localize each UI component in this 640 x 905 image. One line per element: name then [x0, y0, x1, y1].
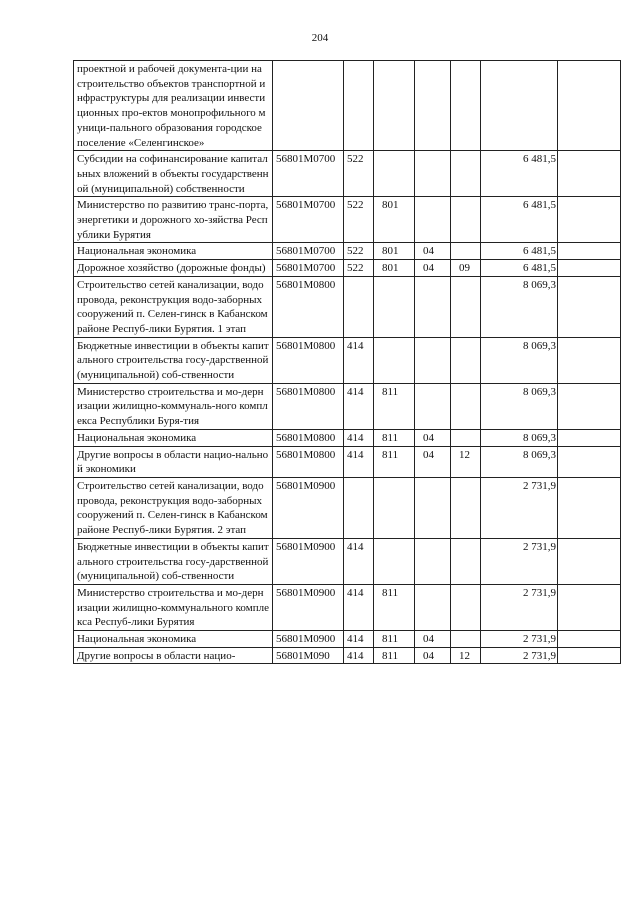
target-code-cell: 56801М0800: [273, 383, 344, 429]
item-name-cell: Другие вопросы в области нацио-нальной экономики: [74, 446, 273, 477]
empty-cell: [558, 383, 621, 429]
ministry-code-cell: [374, 151, 415, 197]
item-name-cell: Бюджетные инвестиции в объекты капитального строительства госу-дарственной (муниципальной) соб-ственности: [74, 538, 273, 584]
expense-type-code-cell: 414: [344, 631, 374, 648]
item-name-cell: проектной и рабочей документа-ции на строительство объектов транспортной инфраструктуры для реализации инвестиционных про-ектов монопрофильного муници-пального образования городское поселение «Селенгинское»: [74, 61, 273, 151]
expense-type-code-cell: 414: [344, 538, 374, 584]
expense-type-code-cell: [344, 61, 374, 151]
ministry-code-cell: [374, 276, 415, 337]
expense-type-code-cell: 414: [344, 429, 374, 446]
target-code-cell: 56801М0700: [273, 260, 344, 277]
item-name-cell: Строительство сетей канализации, водопровода, реконструкция водо-заборных сооружений п. Селен-гинск в Кабанском районе Респуб-лики Бурятия. 2 этап: [74, 477, 273, 538]
section-code-cell: [415, 151, 451, 197]
expense-type-code-cell: 522: [344, 151, 374, 197]
target-code-cell: 56801М0800: [273, 446, 344, 477]
section-code-cell: [415, 197, 451, 243]
amount-cell: 2 731,9: [481, 584, 558, 630]
subsection-code-cell: [451, 477, 481, 538]
item-name-cell: Бюджетные инвестиции в объекты капитального строительства госу-дарственной (муниципальной) соб-ственности: [74, 337, 273, 383]
section-code-cell: [415, 538, 451, 584]
ministry-code-cell: [374, 61, 415, 151]
item-name-cell: Строительство сетей канализации, водопровода, реконструкция водо-заборных сооружений п. Селен-гинск в Кабанском районе Респуб-лики Бурятия. 1 этап: [74, 276, 273, 337]
table-row: [74, 631, 621, 648]
item-name-cell: Дорожное хозяйство (дорожные фонды): [74, 260, 273, 277]
expense-type-code-cell: [344, 477, 374, 538]
section-code-cell: [415, 383, 451, 429]
section-code-cell: 04: [415, 446, 451, 477]
section-code-cell: [415, 276, 451, 337]
amount-cell: 8 069,3: [481, 429, 558, 446]
empty-cell: [558, 538, 621, 584]
table-row: [74, 647, 621, 664]
expense-type-code-cell: [344, 276, 374, 337]
section-code-cell: 04: [415, 243, 451, 260]
empty-cell: [558, 647, 621, 664]
subsection-code-cell: [451, 197, 481, 243]
table-row: [74, 584, 621, 630]
amount-cell: 6 481,5: [481, 197, 558, 243]
section-code-cell: 04: [415, 647, 451, 664]
expense-type-code-cell: 414: [344, 383, 374, 429]
table-row: [74, 197, 621, 243]
table-row: [74, 477, 621, 538]
subsection-code-cell: [451, 276, 481, 337]
table-row: [74, 260, 621, 277]
target-code-cell: 56801М090: [273, 647, 344, 664]
item-name-cell: Национальная экономика: [74, 631, 273, 648]
table-row: [74, 337, 621, 383]
item-name-cell: Национальная экономика: [74, 429, 273, 446]
table-row: [74, 243, 621, 260]
target-code-cell: 56801М0900: [273, 477, 344, 538]
empty-cell: [558, 429, 621, 446]
section-code-cell: [415, 584, 451, 630]
amount-cell: 6 481,5: [481, 151, 558, 197]
target-code-cell: 56801М0900: [273, 584, 344, 630]
item-name-cell: Министерство строительства и мо-дернизации жилищно-коммуналь-ного комплекса Республики Буря-тия: [74, 383, 273, 429]
expense-type-code-cell: 522: [344, 243, 374, 260]
target-code-cell: 56801М0800: [273, 429, 344, 446]
target-code-cell: 56801М0900: [273, 538, 344, 584]
target-code-cell: 56801М0700: [273, 243, 344, 260]
amount-cell: 2 731,9: [481, 538, 558, 584]
section-code-cell: 04: [415, 631, 451, 648]
item-name-cell: Министерство строительства и мо-дернизации жилищно-коммунального комплекса Респуб-лики Бурятия: [74, 584, 273, 630]
empty-cell: [558, 243, 621, 260]
amount-cell: 8 069,3: [481, 337, 558, 383]
ministry-code-cell: 811: [374, 584, 415, 630]
section-code-cell: 04: [415, 260, 451, 277]
subsection-code-cell: [451, 584, 481, 630]
empty-cell: [558, 631, 621, 648]
target-code-cell: 56801М0700: [273, 151, 344, 197]
ministry-code-cell: 811: [374, 446, 415, 477]
subsection-code-cell: [451, 243, 481, 260]
subsection-code-cell: [451, 151, 481, 197]
target-code-cell: 56801М0800: [273, 337, 344, 383]
section-code-cell: [415, 477, 451, 538]
subsection-code-cell: 09: [451, 260, 481, 277]
ministry-code-cell: [374, 337, 415, 383]
subsection-code-cell: [451, 631, 481, 648]
subsection-code-cell: [451, 538, 481, 584]
amount-cell: 2 731,9: [481, 631, 558, 648]
subsection-code-cell: [451, 61, 481, 151]
table-row: [74, 151, 621, 197]
empty-cell: [558, 337, 621, 383]
ministry-code-cell: 811: [374, 383, 415, 429]
subsection-code-cell: [451, 383, 481, 429]
empty-cell: [558, 446, 621, 477]
target-code-cell: 56801М0900: [273, 631, 344, 648]
ministry-code-cell: 811: [374, 631, 415, 648]
amount-cell: 8 069,3: [481, 446, 558, 477]
table-row: [74, 446, 621, 477]
table-row: [74, 383, 621, 429]
expense-type-code-cell: 414: [344, 647, 374, 664]
ministry-code-cell: 811: [374, 647, 415, 664]
budget-table: [73, 60, 621, 664]
ministry-code-cell: [374, 538, 415, 584]
expense-type-code-cell: 414: [344, 337, 374, 383]
section-code-cell: 04: [415, 429, 451, 446]
empty-cell: [558, 61, 621, 151]
amount-cell: 2 731,9: [481, 477, 558, 538]
item-name-cell: Другие вопросы в области нацио-: [74, 647, 273, 664]
ministry-code-cell: 801: [374, 243, 415, 260]
table-row: [74, 538, 621, 584]
page-number: 204: [311, 32, 329, 44]
section-code-cell: [415, 337, 451, 383]
ministry-code-cell: 801: [374, 197, 415, 243]
table-row: [74, 276, 621, 337]
expense-type-code-cell: 414: [344, 446, 374, 477]
empty-cell: [558, 276, 621, 337]
empty-cell: [558, 260, 621, 277]
amount-cell: 8 069,3: [481, 383, 558, 429]
item-name-cell: Национальная экономика: [74, 243, 273, 260]
amount-cell: 6 481,5: [481, 260, 558, 277]
target-code-cell: [273, 61, 344, 151]
empty-cell: [558, 197, 621, 243]
section-code-cell: [415, 61, 451, 151]
empty-cell: [558, 477, 621, 538]
expense-type-code-cell: 522: [344, 260, 374, 277]
target-code-cell: 56801М0800: [273, 276, 344, 337]
subsection-code-cell: 12: [451, 446, 481, 477]
amount-cell: 2 731,9: [481, 647, 558, 664]
empty-cell: [558, 151, 621, 197]
ministry-code-cell: 801: [374, 260, 415, 277]
target-code-cell: 56801М0700: [273, 197, 344, 243]
table-row: [74, 61, 621, 151]
empty-cell: [558, 584, 621, 630]
item-name-cell: Субсидии на софинансирование капитальных вложений в объекты государственной (муниципальной) собственности: [74, 151, 273, 197]
ministry-code-cell: [374, 477, 415, 538]
subsection-code-cell: [451, 429, 481, 446]
amount-cell: 6 481,5: [481, 243, 558, 260]
expense-type-code-cell: 522: [344, 197, 374, 243]
subsection-code-cell: [451, 337, 481, 383]
item-name-cell: Министерство по развитию транс-порта, энергетики и дорожного хо-зяйства Республики Бурятия: [74, 197, 273, 243]
amount-cell: [481, 61, 558, 151]
amount-cell: 8 069,3: [481, 276, 558, 337]
subsection-code-cell: 12: [451, 647, 481, 664]
ministry-code-cell: 811: [374, 429, 415, 446]
expense-type-code-cell: 414: [344, 584, 374, 630]
table-row: [74, 429, 621, 446]
